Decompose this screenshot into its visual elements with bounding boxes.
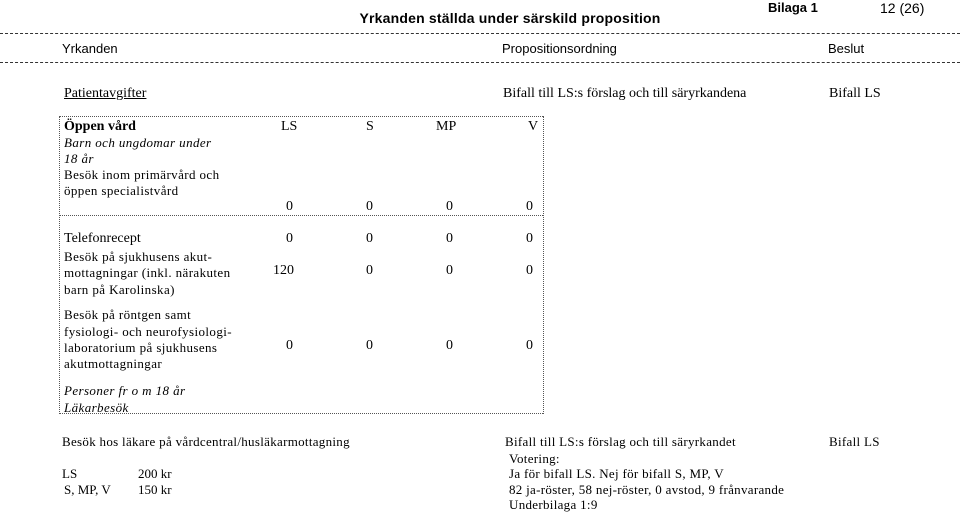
value-rontgen-ls: 0 <box>286 338 293 353</box>
row-label-primarvard: Besök inom primärvård och <box>64 167 220 182</box>
value-telefonrecept-s: 0 <box>366 231 373 246</box>
column-s: S <box>366 119 374 134</box>
votering-ja-nej: Ja för bifall LS. Nej för bifall S, MP, V <box>509 466 724 481</box>
column-v: V <box>528 119 539 134</box>
row-label-akutmottagning-cont: mottagningar (inkl. närakuten <box>64 265 231 280</box>
section-title-lakarbesok: Besök hos läkare på vårdcentral/husläkarmottagning <box>62 434 350 449</box>
group-label-adults: Personer fr o m 18 år <box>64 383 186 398</box>
row-label-primarvard-cont: öppen specialistvård <box>64 183 179 198</box>
page-number: 12 (26) <box>880 0 925 16</box>
underbilaga-reference: Underbilaga 1:9 <box>509 497 598 512</box>
section2-beslut: Bifall LS <box>829 434 880 449</box>
proposal-amount-ls: 200 kr <box>138 466 172 481</box>
header-divider <box>0 33 960 34</box>
section-title-patientavgifter: Patientavgifter <box>64 86 147 101</box>
group-label-lakarbesok: Läkarbesök <box>64 400 129 415</box>
value-akutmottagning-s: 0 <box>366 263 373 278</box>
row-label-rontgen-cont: fysiologi- och neurofysiologi- <box>64 324 232 339</box>
value-primarvard-s: 0 <box>366 199 373 214</box>
votering-label: Votering: <box>509 451 560 466</box>
row-label-akutmottagning-cont2: barn på Karolinska) <box>64 282 175 297</box>
appendix-label: Bilaga 1 <box>768 0 818 15</box>
fee-table <box>59 116 544 414</box>
value-telefonrecept-ls: 0 <box>286 231 293 246</box>
column-header-divider <box>0 62 960 63</box>
group-label-children: Barn och ungdomar under <box>64 135 212 150</box>
value-akutmottagning-mp: 0 <box>446 263 453 278</box>
proposal-party-s-mp-v: S, MP, V <box>64 482 111 497</box>
section1-proposition: Bifall till LS:s förslag och till säryrkandena <box>503 86 747 101</box>
value-primarvard-ls: 0 <box>286 199 293 214</box>
value-rontgen-mp: 0 <box>446 338 453 353</box>
value-rontgen-s: 0 <box>366 338 373 353</box>
table-bottom-border <box>60 413 543 414</box>
value-telefonrecept-mp: 0 <box>446 231 453 246</box>
table-heading: Öppen vård <box>64 119 136 134</box>
value-akutmottagning-v: 0 <box>526 263 533 278</box>
proposal-party-ls: LS <box>62 466 78 481</box>
group-label-children-age: 18 år <box>64 151 94 166</box>
row-label-rontgen: Besök på röntgen samt <box>64 307 192 322</box>
value-primarvard-v: 0 <box>526 199 533 214</box>
document-header-title: Yrkanden ställda under särskild proposition <box>359 10 661 26</box>
row-label-akutmottagning: Besök på sjukhusens akut- <box>64 249 213 264</box>
row-label-rontgen-cont3: akutmottagningar <box>64 356 163 371</box>
value-telefonrecept-v: 0 <box>526 231 533 246</box>
table-row-divider <box>60 215 543 216</box>
column-header-propositionsordning: Propositionsordning <box>502 41 617 56</box>
value-primarvard-mp: 0 <box>446 199 453 214</box>
row-label-rontgen-cont2: laboratorium på sjukhusens <box>64 340 218 355</box>
table-top-border <box>60 116 543 117</box>
proposal-amount-s-mp-v: 150 kr <box>138 482 172 497</box>
value-rontgen-v: 0 <box>526 338 533 353</box>
value-akutmottagning-ls: 120 <box>273 263 294 278</box>
section1-beslut: Bifall LS <box>829 86 881 101</box>
column-mp: MP <box>436 119 457 134</box>
section2-proposition: Bifall till LS:s förslag och till säryrkandet <box>505 434 736 449</box>
column-header-beslut: Beslut <box>828 41 865 56</box>
votering-resultat: 82 ja-röster, 58 nej-röster, 0 avstod, 9 frånvarande <box>509 482 785 497</box>
row-label-telefonrecept: Telefonrecept <box>64 231 141 246</box>
column-ls: LS <box>281 119 298 134</box>
column-header-yrkanden: Yrkanden <box>62 41 118 56</box>
